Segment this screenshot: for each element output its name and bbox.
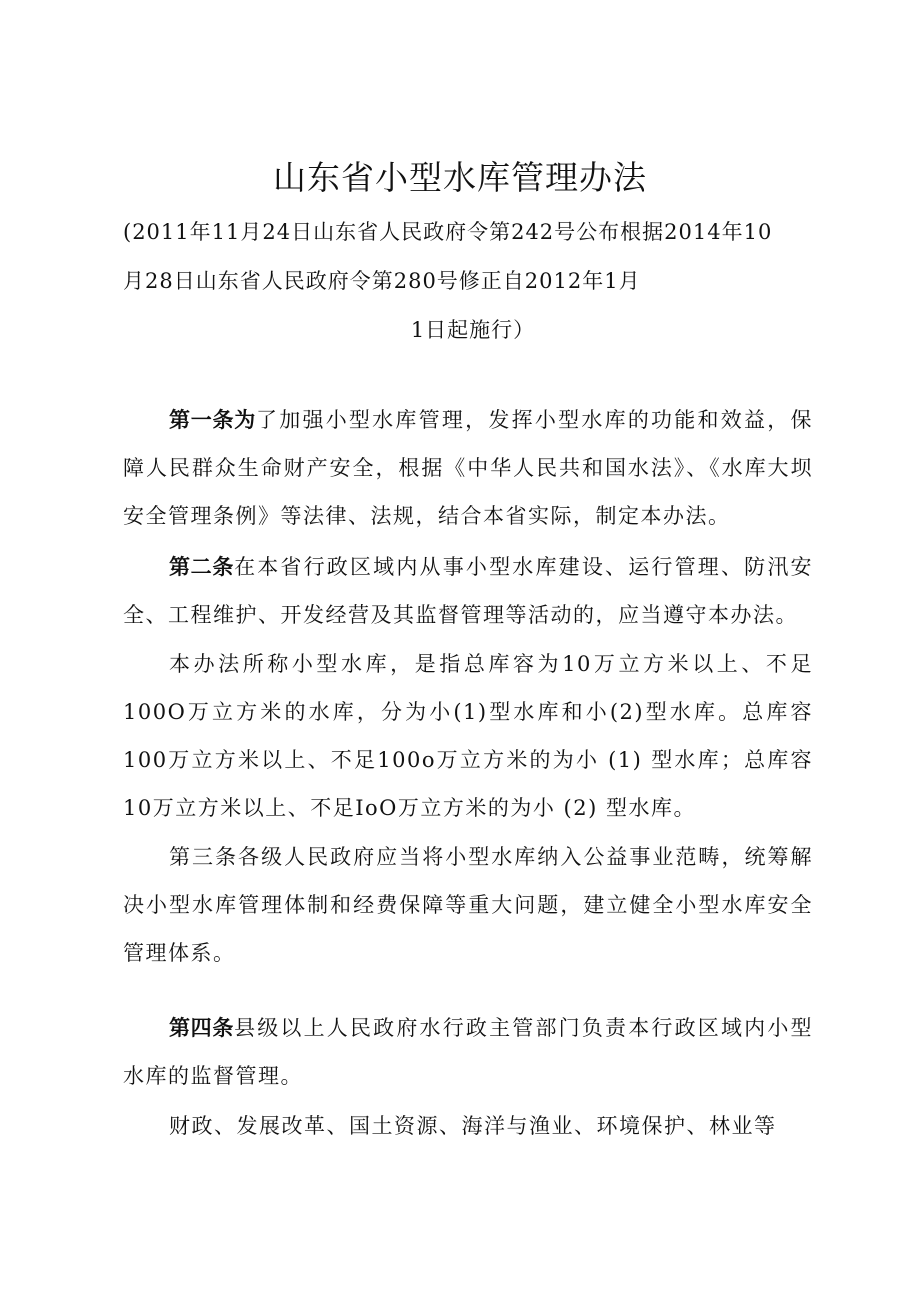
article-1: [123, 396, 813, 540]
subtitle-line-3: 1日起施行）: [410, 318, 536, 342]
document-subtitle: [123, 208, 823, 355]
article-text: 第三条各级人民政府应当将小型水库纳入公益事业范畴，统筹解决小型水库管理体制和经费保障等重大问题，建立健全小型水库安全管理体系。: [123, 845, 813, 965]
article-2-definition: [123, 640, 813, 832]
article-heading: 第一条为: [169, 408, 256, 432]
article-3: [123, 833, 813, 977]
article-text: 本办法所称小型水库，是指总库容为10万立方米以上、不足100O万立方米的水库，分为小(1)型水库和小(2)型水库。总库容100万立方米以上、不足100o万立方米的为小 (1) 型水库；总库容10万立方米以上、不足IoO万立方米的为小 (2) 型水库。: [123, 652, 813, 820]
document-title: 山东省小型水库管理办法: [273, 158, 647, 197]
subtitle-line-1: (2011年11月24日山东省人民政府令第242号公布根据2014年10: [123, 220, 773, 244]
article-heading: 第二条: [169, 555, 235, 579]
article-text: 在本省行政区域内从事小型水库建设、运行管理、防汛安全、工程维护、开发经营及其监督管理等活动的，应当遵守本办法。: [123, 555, 814, 627]
article-4: [123, 1004, 813, 1100]
article-text: 财政、发展改革、国土资源、海洋与渔业、环境保护、林业等: [169, 1114, 777, 1138]
article-text: 县级以上人民政府水行政主管部门负责本行政区域内小型水库的监督管理。: [123, 1016, 814, 1088]
article-4-departments: [123, 1102, 813, 1150]
subtitle-line-2: 月28日山东省人民政府令第280号修正自2012年1月: [123, 269, 641, 293]
article-heading: 第四条: [169, 1016, 235, 1040]
article-2: [123, 543, 813, 639]
article-text: 了加强小型水库管理，发挥小型水库的功能和效益，保障人民群众生命财产安全，根据《中华人民共和国水法》、《水库大坝安全管理条例》等法律、法规，结合本省实际，制定本办法。: [123, 408, 814, 528]
